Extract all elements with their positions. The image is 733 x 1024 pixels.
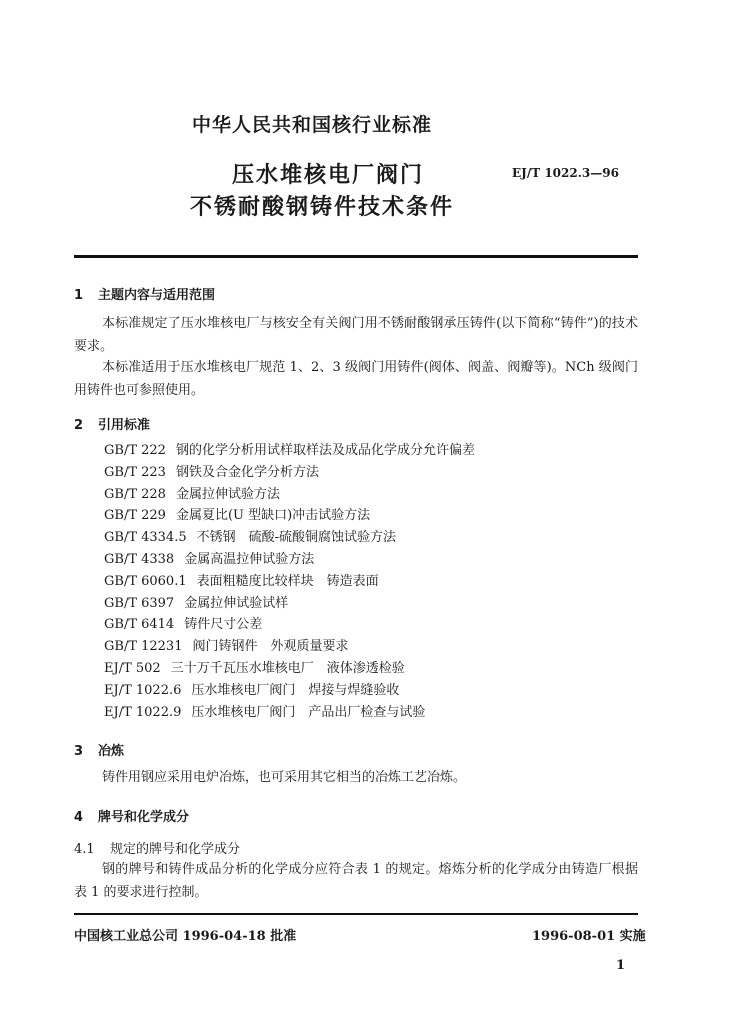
section-4-paragraph-1: 钢的牌号和铸件成品分析的化学成分应符合表 1 的规定。熔炼分析的化学成分由铸造厂根据表 1 的要求进行控制。 [74,862,638,900]
section-4-title: 牌号和化学成分 [98,810,190,825]
reference-item [104,571,475,593]
reference-title: 压水堆核电厂阀门 焊接与焊缝验收 [191,682,400,698]
reference-code: GB/T 6414 [104,617,175,633]
reference-code: GB/T 6060.1 [104,573,187,589]
subsection-4-1-number: 4.1 [74,842,95,857]
reference-list [104,440,475,723]
reference-title: 表面粗糙度比较样块 铸造表面 [196,573,379,589]
reference-title: 三十万千瓦压水堆核电厂 液体渗透检验 [170,660,405,676]
section-1-title: 主题内容与适用范围 [98,288,216,303]
section-2-title: 引用标准 [98,418,151,433]
reference-item [104,527,475,549]
reference-item [104,593,475,615]
reference-code: EJ/T 1022.9 [104,704,182,720]
section-4-number: 4 [74,810,84,825]
reference-item [104,440,475,462]
reference-code: EJ/T 502 [104,660,161,676]
section-1-heading [74,284,215,303]
issuer-approval: 中国核工业总公司 1996-04-18 批准 [74,929,297,944]
effective-date: 1996-08-01 实施 [532,929,646,944]
reference-title: 铸件尺寸公差 [184,617,263,633]
header-divider [74,255,638,258]
section-3-heading [74,740,124,759]
reference-code: GB/T 4334.5 [104,530,187,546]
reference-item [104,549,475,571]
section-2-heading [74,414,150,433]
reference-item [104,702,475,724]
reference-code: GB/T 4338 [104,551,175,567]
section-4-heading [74,806,189,825]
reference-code: GB/T 6397 [104,595,175,611]
reference-item [104,658,475,680]
standard-code: EJ/T 1022.3—96 [512,166,619,180]
reference-item [104,614,475,636]
reference-title: 金属拉伸试验试样 [184,595,289,611]
reference-title: 压水堆核电厂阀门 产品出厂检查与试验 [191,704,426,720]
reference-code: GB/T 228 [104,486,166,502]
reference-item [104,680,475,702]
org-title: 中华人民共和国核行业标准 [192,114,433,136]
section-2-number: 2 [74,418,84,433]
reference-title: 金属高温拉伸试验方法 [184,551,315,567]
footer-divider [74,913,638,915]
reference-item [104,484,475,506]
reference-item [104,505,475,527]
section-3-paragraph-1: 铸件用钢应采用电炉冶炼，也可采用其它相当的冶炼工艺冶炼。 [102,770,467,785]
reference-code: GB/T 223 [104,464,166,480]
reference-title: 钢的化学分析用试样取样法及成品化学成分允许偏差 [175,443,475,458]
reference-code: GB/T 12231 [104,639,183,655]
reference-code: EJ/T 1022.6 [104,682,182,698]
section-1-paragraph-2: 本标准适用于压水堆核电厂规范 1、2、3 级阀门用铸件(阀体、阀盖、阀瓣等)。NCh 级阀门用铸件也可参照使用。 [74,360,638,398]
document-title-line2: 不锈耐酸钢铸件技术条件 [190,195,455,220]
subsection-4-1-heading [74,838,240,857]
subsection-4-1-title: 规定的牌号和化学成分 [110,842,241,857]
reference-title: 钢铁及合金化学分析方法 [175,464,319,480]
reference-item [104,636,475,658]
section-1-paragraph-1: 本标准规定了压水堆核电厂与核安全有关阀门用不锈耐酸钢承压铸件(以下简称“铸件”)的技术要求。 [74,316,638,354]
reference-code: GB/T 222 [104,443,166,458]
section-3-title: 冶炼 [98,744,125,759]
reference-title: 不锈钢 硫酸-硫酸铜腐蚀试验方法 [196,530,397,546]
reference-code: GB/T 229 [104,508,166,524]
document-title-line1: 压水堆核电厂阀门 [232,163,425,188]
reference-title: 金属拉伸试验方法 [175,486,280,502]
section-3-number: 3 [74,744,84,759]
reference-title: 阀门铸钢件 外观质量要求 [192,639,349,655]
section-1-number: 1 [74,288,84,303]
reference-title: 金属夏比(U 型缺口)冲击试验方法 [175,508,371,524]
page-number: 1 [616,958,626,973]
reference-item [104,462,475,484]
